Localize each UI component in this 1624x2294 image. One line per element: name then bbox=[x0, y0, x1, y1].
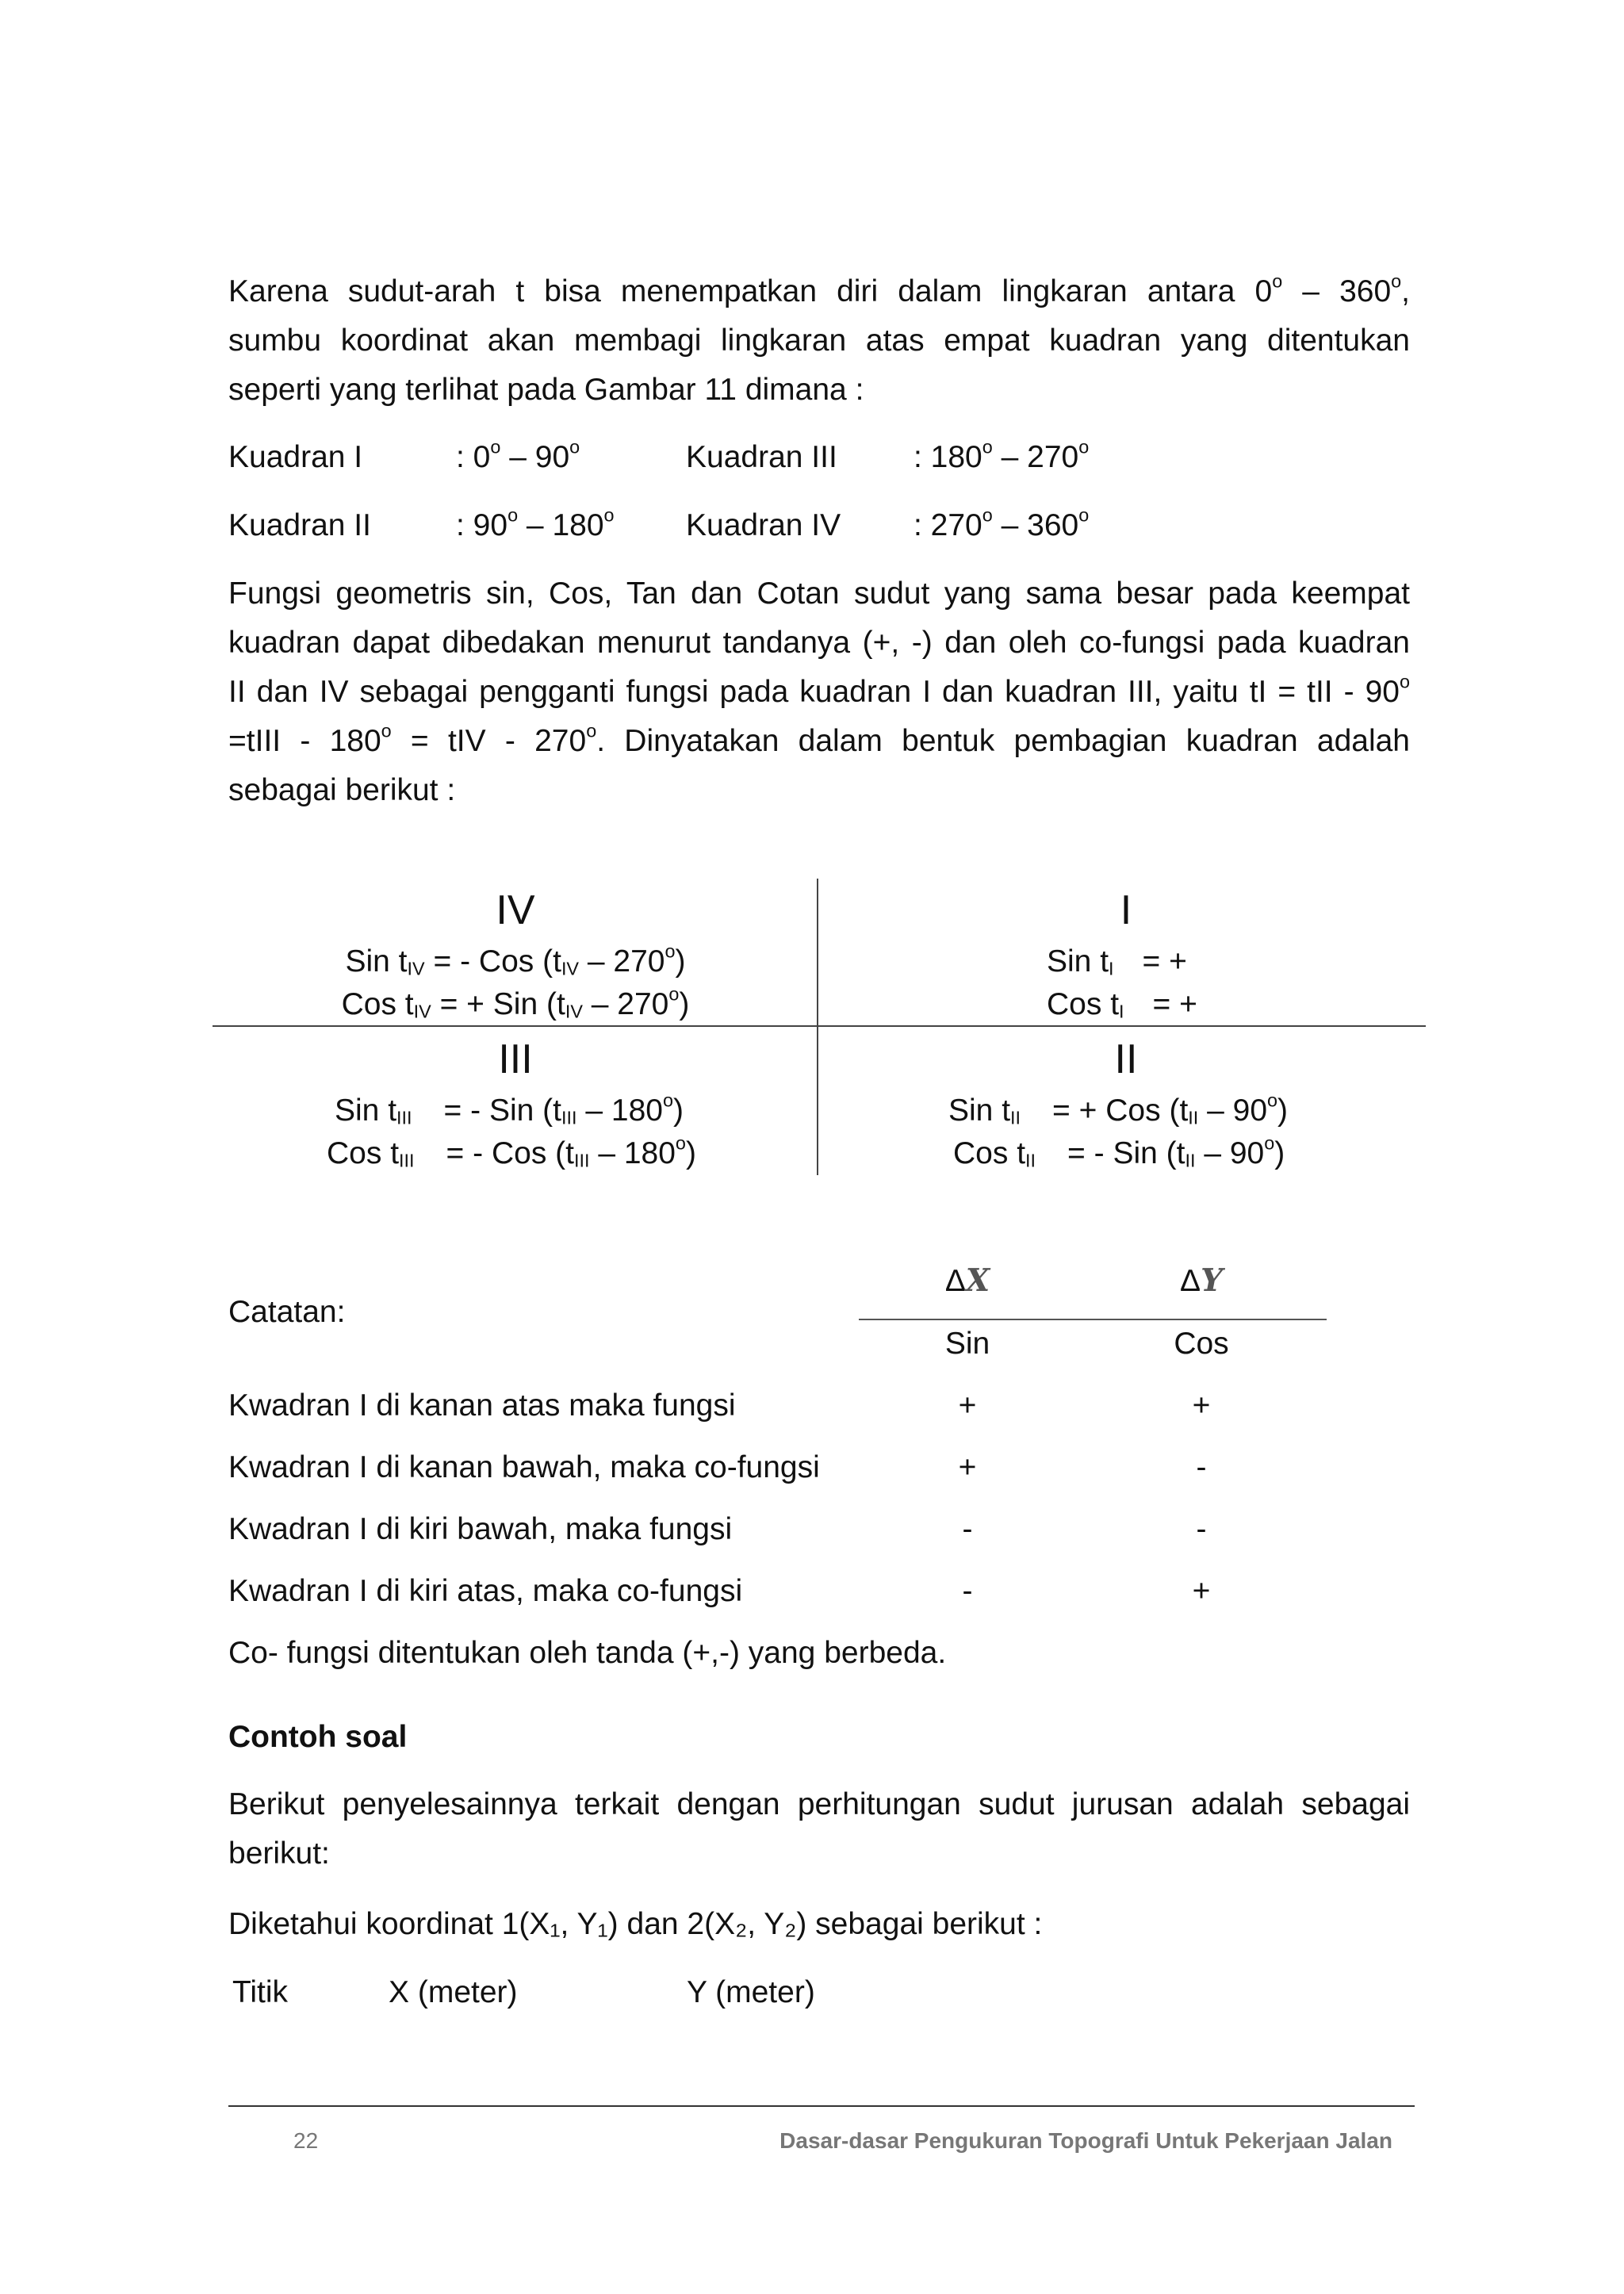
contoh-line-2: berikut: bbox=[228, 1836, 330, 1871]
range-label-kuadran-3: Kuadran III bbox=[686, 440, 837, 474]
quadrant-3-sin: Sin $t_{III}$ = - Sin $(t_{III} - 180^o)$ bbox=[335, 1090, 684, 1128]
quadrant-4-title: IV bbox=[496, 887, 535, 933]
para2-line-5: sebagai berikut : bbox=[228, 773, 456, 807]
contoh-heading: Contoh soal bbox=[228, 1720, 408, 1754]
quadrant-4-sin: Sin $t_{IV}$ = - Cos $(t_{IV} - 270^o)$ bbox=[345, 940, 686, 979]
table-header-y: Y (meter) bbox=[687, 1975, 815, 2009]
quadrant-4-cos: Cos $t_{IV}$ = + Sin $(t_{IV} - 270^o)$ bbox=[341, 983, 690, 1022]
intro-line-2: sumbu koordinat akan membagi lingkaran atas empat kuadran yang ditentukan bbox=[228, 324, 1410, 358]
catatan-row-2-sin: + bbox=[958, 1450, 977, 1484]
col-sin-header: Sin bbox=[944, 1327, 990, 1361]
catatan-row-2-cos: - bbox=[1196, 1450, 1207, 1484]
col-cos-header: Cos bbox=[1174, 1327, 1229, 1361]
footer-rule bbox=[228, 2105, 1415, 2107]
catatan-row-1-text: Kwadran I di kanan atas maka fungsi bbox=[228, 1388, 736, 1423]
catatan-row-1-cos: + bbox=[1192, 1388, 1211, 1423]
catatan-row-4-sin: - bbox=[962, 1574, 973, 1608]
quadrant-vertical-axis bbox=[817, 879, 818, 1175]
range-label-kuadran-1: Kuadran I bbox=[228, 440, 363, 474]
quadrant-2-title: II bbox=[1114, 1036, 1138, 1082]
quadrant-2-cos: Cos $t_{II}$ = - Sin $(t_{II} - 90^o)$ bbox=[953, 1132, 1285, 1171]
catatan-row-3-cos: - bbox=[1196, 1512, 1207, 1546]
para2-line-1: Fungsi geometris sin, Cos, Tan dan Cotan sudut yang sama besar pada keempat bbox=[228, 576, 1410, 611]
para2-line-3: II dan IV sebagai pengganti fungsi pada kuadran I dan kuadran III, yaitu tI = tII - 90$^o$ bbox=[228, 671, 1410, 709]
catatan-row-4-text: Kwadran I di kiri atas, maka co-fungsi bbox=[228, 1574, 743, 1608]
catatan-label: Catatan: bbox=[228, 1295, 346, 1329]
range-label-kuadran-4: Kuadran IV bbox=[686, 508, 841, 542]
footer-title: Dasar-dasar Pengukuran Topografi Untuk Pekerjaan Jalan bbox=[779, 2128, 1392, 2153]
quadrant-3-cos: Cos $t_{III}$ = - Cos $(t_{III} - 180^o)$ bbox=[327, 1132, 696, 1171]
quadrant-3-title: III bbox=[498, 1036, 533, 1082]
range-value-kuadran-4: : 270$^o$ – 360$^o$ bbox=[914, 504, 1090, 542]
catatan-row-3-text: Kwadran I di kiri bawah, maka fungsi bbox=[228, 1512, 733, 1546]
range-label-kuadran-2: Kuadran II bbox=[228, 508, 371, 542]
range-value-kuadran-1: : 0$^o$ – 90$^o$ bbox=[456, 436, 580, 474]
page-number: 22 bbox=[293, 2128, 319, 2153]
catatan-row-3-sin: - bbox=[962, 1512, 973, 1546]
range-value-kuadran-3: : 180$^o$ – 270$^o$ bbox=[914, 436, 1090, 474]
contoh-line-1: Berikut penyelesainnya terkait dengan perhitungan sudut jurusan adalah sebagai bbox=[228, 1787, 1410, 1821]
quadrant-1-cos: Cos $t_I$ = + bbox=[1047, 987, 1197, 1022]
quadrant-2-sin: Sin $t_{II}$ = + Cos $(t_{II} - 90^o)$ bbox=[948, 1090, 1289, 1128]
intro-line-1: Karena sudut-arah t bisa menempatkan diri dalam lingkaran antara 0$^o$ – 360$^o$, bbox=[228, 270, 1410, 308]
intro-line-3: seperti yang terlihat pada Gambar 11 dimana : bbox=[228, 373, 864, 407]
catatan-row-1-sin: + bbox=[958, 1388, 977, 1423]
table-header-x: X (meter) bbox=[389, 1975, 518, 2009]
quadrant-1-sin: Sin $t_I$ = + bbox=[1047, 944, 1187, 979]
catatan-row-2-text: Kwadran I di kanan bawah, maka co-fungsi bbox=[228, 1450, 820, 1484]
catatan-header-rule bbox=[859, 1319, 1327, 1320]
para2-line-2: kuadran dapat dibedakan menurut tandanya (+, -) dan oleh co-fungsi pada kuadran bbox=[228, 626, 1410, 660]
delta-x-header: ΔX bbox=[944, 1262, 990, 1299]
catatan-row-4-cos: + bbox=[1192, 1574, 1211, 1608]
catatan-note: Co- fungsi ditentukan oleh tanda (+,-) yang berbeda. bbox=[228, 1636, 947, 1670]
quadrant-1-title: I bbox=[1120, 887, 1132, 933]
table-header-titik: Titik bbox=[232, 1975, 289, 2009]
delta-y-header: ΔY bbox=[1180, 1262, 1223, 1299]
contoh-known: Diketahui koordinat 1(X₁, Y₁) dan 2(X₂, Y₂) sebagai berikut : bbox=[228, 1907, 1043, 1941]
para2-line-4: =tIII - $180^o$ = tIV - 270$^o$. Dinyatakan dalam bentuk pembagian kuadran adalah bbox=[228, 720, 1410, 758]
range-value-kuadran-2: : 90$^o$ – 180$^o$ bbox=[456, 504, 615, 542]
